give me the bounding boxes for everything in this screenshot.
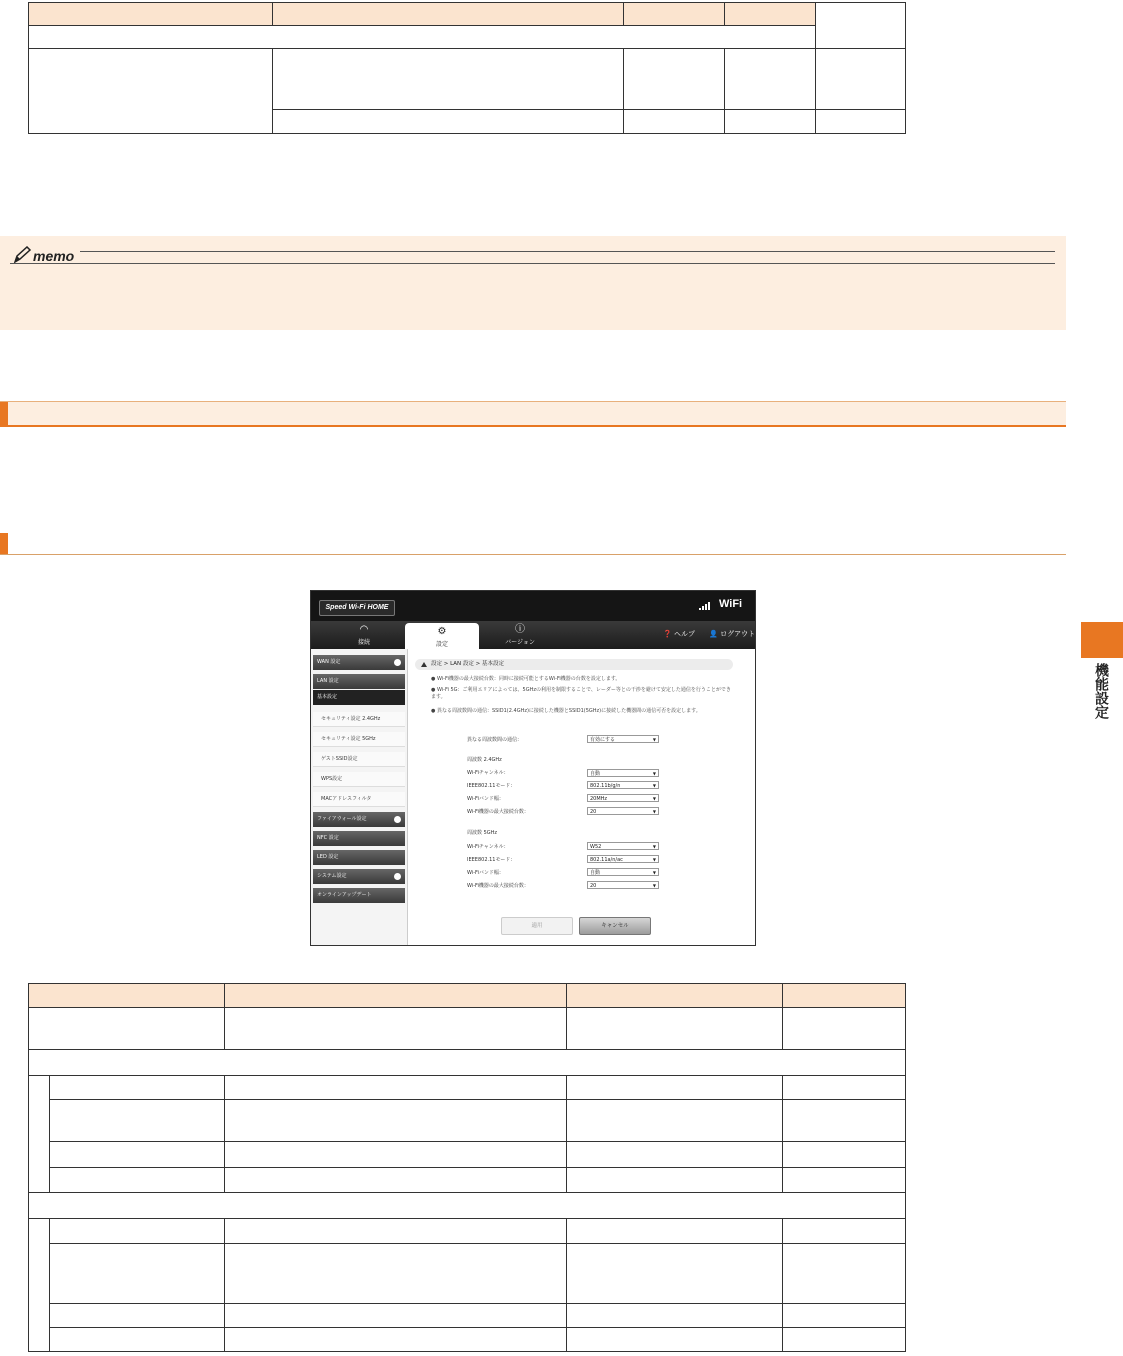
table-cell (815, 110, 906, 134)
sidebar-item-basic[interactable] (313, 690, 405, 705)
channel-24-select[interactable] (587, 769, 659, 777)
select-value: W52 (590, 844, 602, 850)
table-row (29, 1219, 906, 1244)
note-wifi-5g: ● Wi-Fi 5G：ご利用エリアによっては、5GHzの利用を制限することで、レーダー等との干渉を避けて安定した通信を行うことができます。 (431, 687, 731, 700)
table-cell (624, 49, 725, 110)
dropdown-arrow-icon: ▼ (652, 771, 656, 776)
table-cell (50, 1244, 225, 1304)
group-cell (29, 26, 816, 49)
table-row (29, 1008, 906, 1050)
sidebar-item-led[interactable] (313, 850, 405, 865)
section-header (0, 401, 1066, 427)
dropdown-arrow-icon: ▼ (652, 783, 656, 788)
sidebar-item-security-5[interactable] (313, 732, 405, 747)
sidebar-item-mac-filter[interactable] (313, 792, 405, 807)
mode-5-label: IEEE802.11モード： (467, 857, 516, 863)
logout-link[interactable]: 👤 ログアウト (709, 630, 756, 638)
table-cell (567, 1328, 783, 1352)
table-row (29, 1100, 906, 1142)
help-label: ヘルプ (673, 630, 695, 638)
sidebar-label: LED 設定 (317, 854, 339, 860)
group-24ghz-label: 周波数 2.4GHz (467, 757, 502, 763)
sidebar-label: システム設定 (317, 873, 347, 879)
table-cell (815, 49, 906, 110)
sidebar-label: セキュリティ設定 2.4GHz (321, 716, 381, 722)
table-cell (225, 1076, 567, 1100)
table-cell (567, 1168, 783, 1193)
memo-rule (10, 263, 1055, 264)
indent-cell (29, 1076, 50, 1193)
table-row (29, 1076, 906, 1100)
header-cell (725, 3, 816, 26)
table-cell (50, 1100, 225, 1142)
section-marker (0, 402, 8, 426)
cancel-button[interactable]: キャンセル (579, 917, 651, 935)
sidebar-item-lan[interactable] (313, 674, 405, 689)
table-cell (225, 1100, 567, 1142)
note-inter-band: ● 異なる周波数間の通信：SSID1(2.4GHz)に接続した機器とSSID1(5GHz)に接続した機器間の通信可否を設定します。 (431, 708, 701, 714)
channel-24-label: Wi-Fiチャンネル： (467, 770, 509, 776)
dropdown-arrow-icon: ▼ (652, 737, 656, 742)
sidebar-item-wan[interactable] (313, 655, 405, 670)
collapse-triangle-icon[interactable] (421, 662, 427, 667)
table-cell (225, 1142, 567, 1168)
table-row (29, 26, 906, 49)
indent-cell (29, 1219, 50, 1352)
inter-band-label: 異なる周波数間の通信： (467, 737, 523, 743)
select-value: 自動 (590, 870, 601, 876)
bandwidth-24-label: Wi-Fiバンド幅： (467, 796, 504, 802)
table-cell (225, 1168, 567, 1193)
table-cell (50, 1168, 225, 1193)
sidebar-label: ファイアウォール設定 (317, 816, 367, 822)
dropdown-arrow-icon: ▼ (652, 844, 656, 849)
apply-button[interactable]: 適用 (501, 917, 573, 935)
table-cell (567, 1100, 783, 1142)
max-24-select[interactable] (587, 807, 659, 815)
table-row (29, 1142, 906, 1168)
tab-connect[interactable] (327, 621, 401, 649)
subsection-header (0, 533, 1066, 555)
mode-24-select[interactable] (587, 781, 659, 789)
tab-label: 接続 (357, 639, 370, 646)
table-cell (783, 1168, 906, 1193)
header-cell (273, 3, 624, 26)
memo-box (0, 236, 1066, 330)
indent-cell (29, 49, 273, 134)
table-cell (225, 1328, 567, 1352)
tab-label: 設定 (435, 641, 448, 648)
mode-24-label: IEEE802.11モード： (467, 783, 516, 789)
sidebar-label: オンラインアップデート (317, 892, 372, 898)
breadcrumb (415, 659, 733, 670)
sidebar-item-nfc[interactable] (313, 831, 405, 846)
mode-5-select[interactable] (587, 855, 659, 863)
memo-rule (80, 251, 1055, 252)
dropdown-arrow-icon: ▼ (652, 883, 656, 888)
chapter-tab (1081, 622, 1123, 658)
table-cell (567, 1142, 783, 1168)
header-cell (783, 984, 906, 1008)
header-cell (29, 3, 273, 26)
group-5ghz-label: 周波数 5GHz (467, 830, 498, 836)
logout-label: ログアウト (720, 630, 756, 638)
sidebar-label: WPS設定 (321, 776, 343, 782)
header-cell (29, 984, 225, 1008)
table-cell (783, 1219, 906, 1244)
select-value: 20 (590, 883, 597, 889)
breadcrumb-text: 設定 > LAN 設定 > 基本設定 (431, 661, 505, 667)
table-cell (567, 1219, 783, 1244)
table-row (29, 1304, 906, 1328)
group-cell (29, 1193, 906, 1219)
table-header-row (29, 984, 906, 1008)
table-cell (783, 1304, 906, 1328)
note-max-devices: ● Wi-Fi機器の最大接続台数：同時に接続可能とするWi-Fi機器の台数を設定します。 (431, 676, 621, 682)
sidebar-item-guest-ssid[interactable] (313, 752, 405, 767)
tab-version[interactable] (483, 621, 557, 649)
pencil-icon (12, 246, 32, 264)
header-cell (225, 984, 567, 1008)
table-cell (225, 1008, 567, 1050)
header-cell (567, 984, 783, 1008)
app-logo: Speed Wi-Fi HOME (319, 600, 395, 616)
sidebar-label: セキュリティ設定 5GHz (321, 736, 376, 742)
sidebar-label: NFC 設定 (317, 835, 339, 841)
table-cell (567, 1008, 783, 1050)
table-cell (50, 1328, 225, 1352)
tab-settings[interactable] (405, 623, 479, 649)
screenshot-topbar (311, 591, 755, 621)
table-cell (273, 49, 624, 110)
table-cell (783, 1244, 906, 1304)
table-cell (225, 1304, 567, 1328)
table-row (29, 1168, 906, 1193)
select-value: 802.11a/n/ac (590, 857, 623, 863)
max-24-label: Wi-Fi機器の最大接続台数： (467, 809, 529, 815)
nav-actions (663, 629, 756, 639)
table-cell (725, 110, 816, 134)
table-cell (50, 1304, 225, 1328)
settings-screenshot (310, 590, 756, 946)
table-cell (783, 1142, 906, 1168)
sidebar-item-security-24[interactable] (313, 712, 405, 727)
help-link[interactable]: ❓ ヘルプ (663, 630, 695, 638)
header-cell (624, 3, 725, 26)
select-value: 20 (590, 809, 597, 815)
sidebar-label: ゲストSSID設定 (321, 756, 358, 762)
table-cell (29, 1008, 225, 1050)
sidebar-item-system[interactable] (313, 869, 405, 884)
table-row (29, 1193, 906, 1219)
channel-5-select[interactable] (587, 842, 659, 850)
tab-label: バージョン (505, 639, 535, 646)
table-cell (783, 1008, 906, 1050)
table-cell (273, 110, 624, 134)
arrow-icon (394, 873, 401, 880)
memo-label: memo (33, 248, 75, 264)
table-cell (783, 1328, 906, 1352)
table-cell (624, 110, 725, 134)
sidebar-label: MACアドレスフィルタ (321, 796, 372, 802)
sidebar-item-firewall[interactable] (313, 812, 405, 827)
dropdown-arrow-icon: ▼ (652, 857, 656, 862)
sidebar-label: LAN 設定 (317, 678, 339, 684)
select-value: 802.11b/g/n (590, 783, 621, 789)
bandwidth-24-select[interactable] (587, 794, 659, 802)
table-cell (50, 1219, 225, 1244)
arrow-icon (394, 816, 401, 823)
table-cell (783, 1076, 906, 1100)
settings-sidebar (311, 649, 408, 945)
top-settings-table (28, 2, 906, 134)
sidebar-item-wps[interactable] (313, 772, 405, 787)
table-cell (50, 1076, 225, 1100)
signal-strength-icon (699, 601, 713, 610)
dropdown-arrow-icon: ▼ (652, 870, 656, 875)
bandwidth-5-label: Wi-Fiバンド幅： (467, 870, 504, 876)
select-value: 有効にする (590, 737, 616, 743)
table-cell (225, 1219, 567, 1244)
wifi-icon: ◠ (359, 624, 369, 635)
table-row (29, 1050, 906, 1076)
info-icon: ⓘ (515, 624, 525, 635)
table-row (29, 49, 906, 110)
channel-5-label: Wi-Fiチャンネル： (467, 844, 509, 850)
bottom-settings-table (28, 983, 906, 1352)
max-5-label: Wi-Fi機器の最大接続台数： (467, 883, 529, 889)
table-cell (725, 49, 816, 110)
table-row (29, 1244, 906, 1304)
subsection-marker (0, 533, 8, 554)
table-cell (50, 1142, 225, 1168)
max-5-select[interactable] (587, 881, 659, 889)
table-cell (567, 1076, 783, 1100)
arrow-icon (394, 659, 401, 666)
sidebar-label: WAN 設定 (317, 659, 341, 665)
dropdown-arrow-icon: ▼ (652, 809, 656, 814)
table-header-row (29, 3, 906, 26)
sidebar-label: 基本設定 (317, 694, 338, 700)
dropdown-arrow-icon: ▼ (652, 796, 656, 801)
screenshot-nav (311, 621, 755, 649)
chapter-tab-label: 機能設定 (1093, 663, 1109, 719)
bandwidth-5-select[interactable] (587, 868, 659, 876)
table-cell (225, 1244, 567, 1304)
inter-band-select[interactable] (587, 735, 659, 743)
select-value: 自動 (590, 771, 601, 777)
wifi-status-icon: WiFi (719, 598, 743, 610)
group-cell (29, 1050, 906, 1076)
gear-icon: ⚙ (437, 626, 447, 637)
table-cell (783, 1100, 906, 1142)
table-cell (567, 1244, 783, 1304)
sidebar-item-update[interactable] (313, 888, 405, 903)
table-cell (567, 1304, 783, 1328)
table-row (29, 1328, 906, 1352)
settings-main (411, 649, 755, 945)
select-value: 20MHz (590, 796, 608, 802)
